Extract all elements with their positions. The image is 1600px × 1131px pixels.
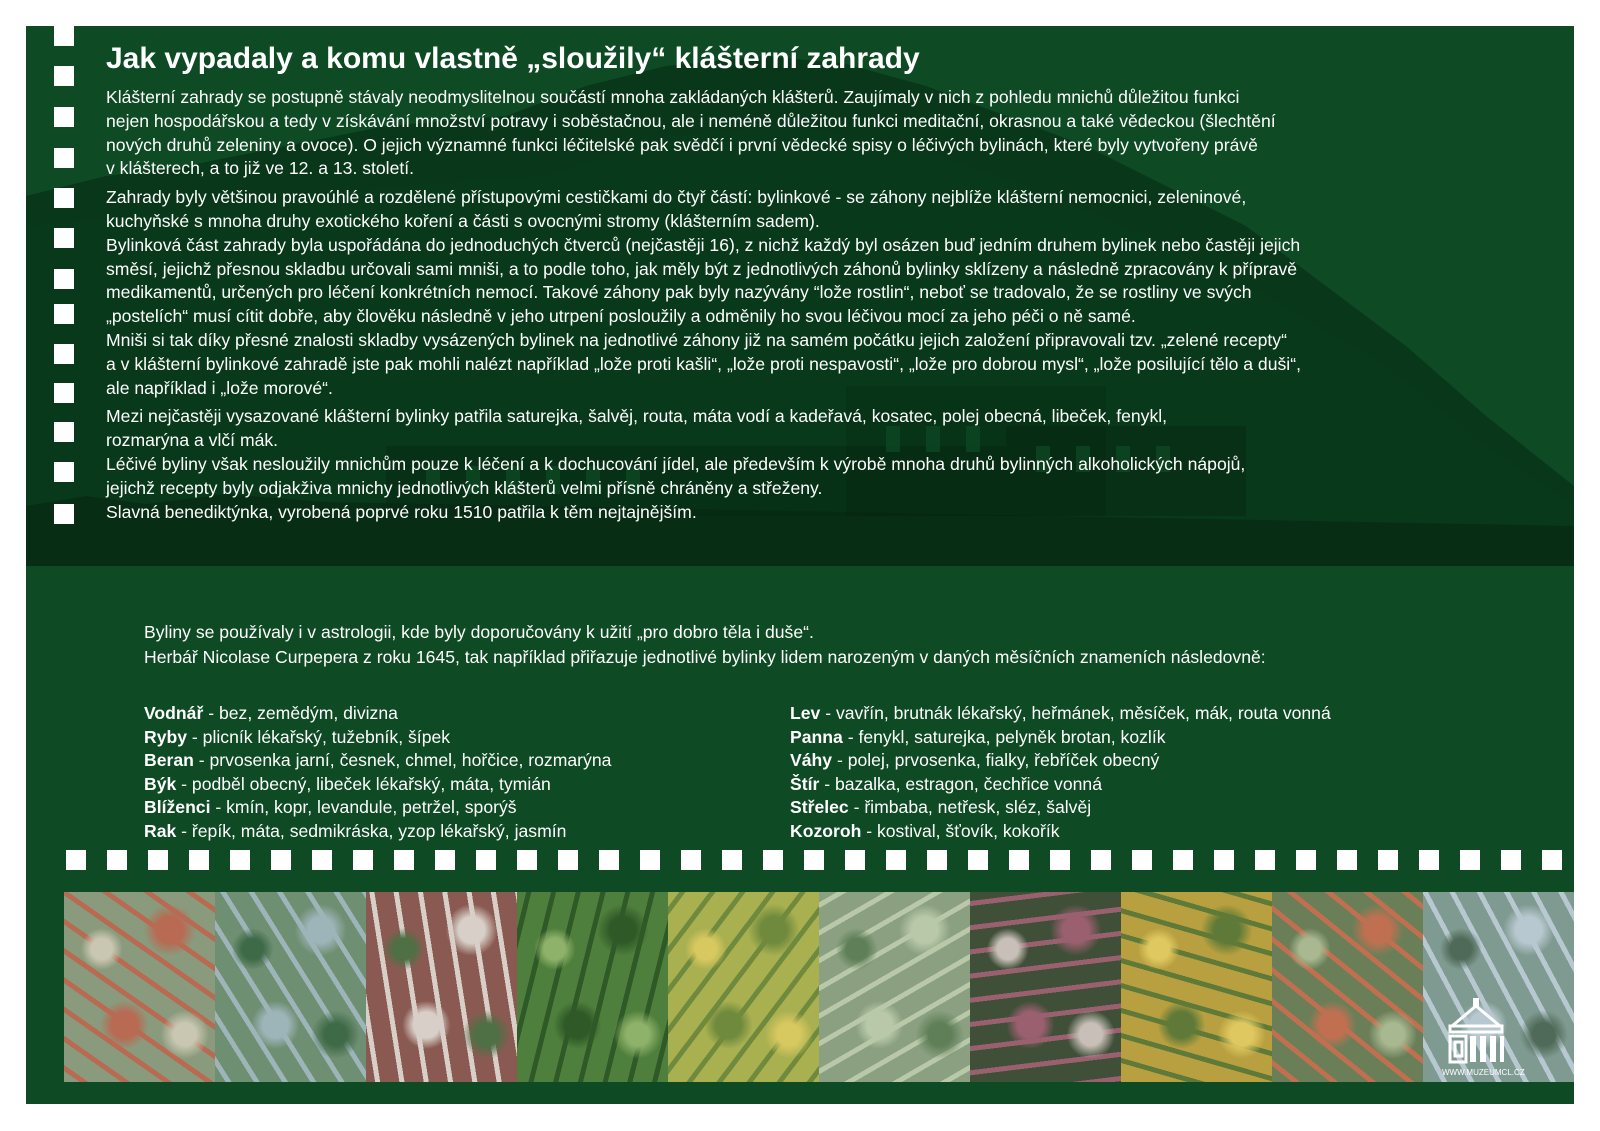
film-hole [1460,850,1480,870]
film-hole [107,850,127,870]
zodiac-herbs: - podběl obecný, libeček lékařský, máta, tymián [176,773,551,794]
herb-panel-7 [970,892,1121,1082]
zodiac-row [790,726,1331,750]
film-hole [1009,850,1029,870]
film-hole [1214,850,1234,870]
zodiac-sign: Váhy [790,750,833,771]
zodiac-row [144,749,611,773]
astrology-line: Herbář Nicolase Curpepera z roku 1645, tak například přiřazuje jednotlivé bylinky lidem narozeným v daných měsíčních znameních následovně: [144,647,1266,667]
film-hole [1501,850,1521,870]
intro-text [106,86,1506,524]
astrology-intro [144,620,1504,670]
zodiac-row [144,726,611,750]
film-hole [435,850,455,870]
film-hole [1173,850,1193,870]
zodiac-herbs: - plicník lékařský, tužebník, šípek [187,726,451,747]
zodiac-herbs: - řimbaba, netřesk, sléz, šalvěj [848,797,1092,818]
zodiac-herbs: - kmín, kopr, levandule, petržel, sporýš [210,797,517,818]
intro-paragraph: Zahrady byly většinou pravoúhlé a rozdělené přístupovými cestičkami do čtyř částí: bylinkové - se záhony nejblíže klášterní nemocnici, zeleninové, kuchyňské s mnoha druhy exotického koření a části s ovocnými stromy (klášterním sadem). [106,187,1247,231]
film-hole [394,850,414,870]
film-hole [476,850,496,870]
zodiac-sign: Štír [790,773,820,794]
zodiac-sign: Býk [144,773,177,794]
film-hole [599,850,619,870]
film-hole [517,850,537,870]
zodiac-row [144,773,611,797]
film-hole [763,850,783,870]
zodiac-row [144,796,611,820]
film-hole [271,850,291,870]
intro-paragraph: Klášterní zahrady se postupně stávaly neodmyslitelnou součástí mnoha zakládaných klášterů. Zaujímaly v nich z pohledu mnichů důležitou funkci nejen hospodářskou a tedy v získávání množství potravy i soběstačnou, ale i neméně důležitou funkci meditační, okrasnou a také vědeckou (šlechtění nových druhů zeleniny a ovoce). O jejich významné funkci léčitelské pak svědčí i první vědecké spisy o léčivých bylinách, které byly vytvořeny právě v klášterech, a to již ve 12. a 13. století. [106,87,1276,179]
herb-panel-8 [1121,892,1272,1082]
film-hole [927,850,947,870]
zodiac-row [790,773,1331,797]
zodiac-herbs: - bazalka, estragon, čechřice vonná [819,773,1102,794]
intro-paragraph: Slavná benediktýnka, vyrobená poprvé roku 1510 patřila k těm nejtajnějším. [106,501,697,522]
zodiac-herbs: - kostival, šťovík, kokořík [861,820,1060,841]
herb-panel-6 [819,892,970,1082]
zodiac-sign: Beran [144,750,194,771]
zodiac-row [790,820,1331,844]
zodiac-row [790,796,1331,820]
zodiac-herbs: - vavřín, brutnák lékařský, heřmánek, měsíček, mák, routa vonná [820,703,1331,723]
zodiac-row [144,820,611,844]
intro-paragraph: Bylinková část zahrady byla uspořádána do jednoduchých čtverců (nejčastěji 16), z nichž každý byl osázen buď jedním druhem bylinek nebo častěji jejich směsí, jejichž přesnou skladbu určovali sami mniši, a to podle toho, jak měly být z jednotlivých záhonů bylinky sklízeny a následně zpracovány k přípravě medikamentů, určených pro léčení konkrétních nemocí. Takové záhony pak byly nazývány “lože rostlin“, neboť se tradovalo, že se rostliny ve svých „postelích“ musí cítit dobře, aby člověku následně v jeho utrpení posloužily a odměnily ho svou léčivou mocí za jeho péči o ně samé. [106,234,1301,327]
film-hole [558,850,578,870]
film-hole [886,850,906,870]
intro-paragraph: Mezi nejčastěji vysazované klášterní bylinky patřila saturejka, šalvěj, routa, máta vodí a kadeřavá, kosatec, polej obecná, libeček, fenykl, rozmarýna a vlčí mák. [106,406,1168,451]
herb-panel-9 [1272,892,1423,1082]
zodiac-row [144,702,611,726]
zodiac-herbs: - polej, prvosenka, fialky, řebříček obecný [832,750,1160,771]
museum-logo-icon [1444,996,1508,1068]
film-perforation-left [54,26,74,566]
zodiac-herbs: - bez, zemědým, divizna [203,703,398,723]
zodiac-sign: Ryby [144,726,188,747]
film-hole [312,850,332,870]
film-hole [1337,850,1357,870]
zodiac-sign: Vodnář [144,703,204,723]
zodiac-herbs: - prvosenka jarní, česnek, chmel, hořčice, rozmarýna [193,750,612,771]
poster-board [26,26,1574,1104]
zodiac-sign: Střelec [790,797,849,818]
film-hole [66,850,86,870]
film-hole [1255,850,1275,870]
zodiac-list-right [790,702,1331,844]
herb-panel-4 [517,892,668,1082]
film-hole [1542,850,1562,870]
film-perforation-bottom [26,850,1574,870]
film-hole [1050,850,1070,870]
zodiac-list-left [144,702,611,844]
zodiac-sign: Kozoroh [790,820,862,841]
film-hole [1296,850,1316,870]
zodiac-sign: Rak [144,820,177,841]
film-hole [1091,850,1111,870]
zodiac-sign: Lev [790,703,821,723]
museum-url: WWW.MUZEUMCL.CZ [1442,1068,1525,1077]
film-hole [640,850,660,870]
film-hole [845,850,865,870]
film-hole [804,850,824,870]
poster-title: Jak vypadaly a komu vlastně „sloužily“ klášterní zahrady [106,42,920,75]
film-hole [1419,850,1439,870]
film-hole [1378,850,1398,870]
herb-panel-2 [215,892,366,1082]
zodiac-herbs: - fenykl, saturejka, pelyněk brotan, kozlík [842,726,1166,747]
zodiac-sign: Blíženci [144,797,211,818]
zodiac-herbs: - řepík, máta, sedmikráska, yzop lékařský, jasmín [176,820,567,841]
zodiac-sign: Panna [790,726,843,747]
film-hole [968,850,988,870]
zodiac-row [790,749,1331,773]
intro-paragraph: Mniši si tak díky přesné znalosti skladby vysázených bylinek na jednotlivé záhony již na samém počátku jejich založení připravovali tzv. „zelené recepty“ a v klášterní bylinkové zahradě jste pak mohli nalézt například „lože proti kašli“, „lože proti nespavosti“, „lože pro dobrou mysl“, „lože posilující tělo a duši“, ale například i „lože morové“. [106,329,1301,398]
film-hole [189,850,209,870]
zodiac-row [790,702,1331,726]
astrology-line: Byliny se používaly i v astrologii, kde byly doporučovány k užití „pro dobro těla i duše“. [144,622,814,642]
film-hole [353,850,373,870]
film-hole [148,850,168,870]
film-hole [681,850,701,870]
herb-panel-5 [668,892,819,1082]
herb-panel-1 [64,892,215,1082]
film-hole [1132,850,1152,870]
film-hole [230,850,250,870]
film-hole [722,850,742,870]
intro-paragraph: Léčivé byliny však nesloužily mnichům pouze k léčení a k dochucování jídel, ale především k výrobě mnoha druhů bylinných alkoholických nápojů, jejichž recepty byly odjakživa mnichy jednotlivých klášterů velmi přísně chráněny a střeženy. [106,453,1246,498]
herb-illustration-strip [64,892,1574,1082]
herb-panel-3 [366,892,517,1082]
